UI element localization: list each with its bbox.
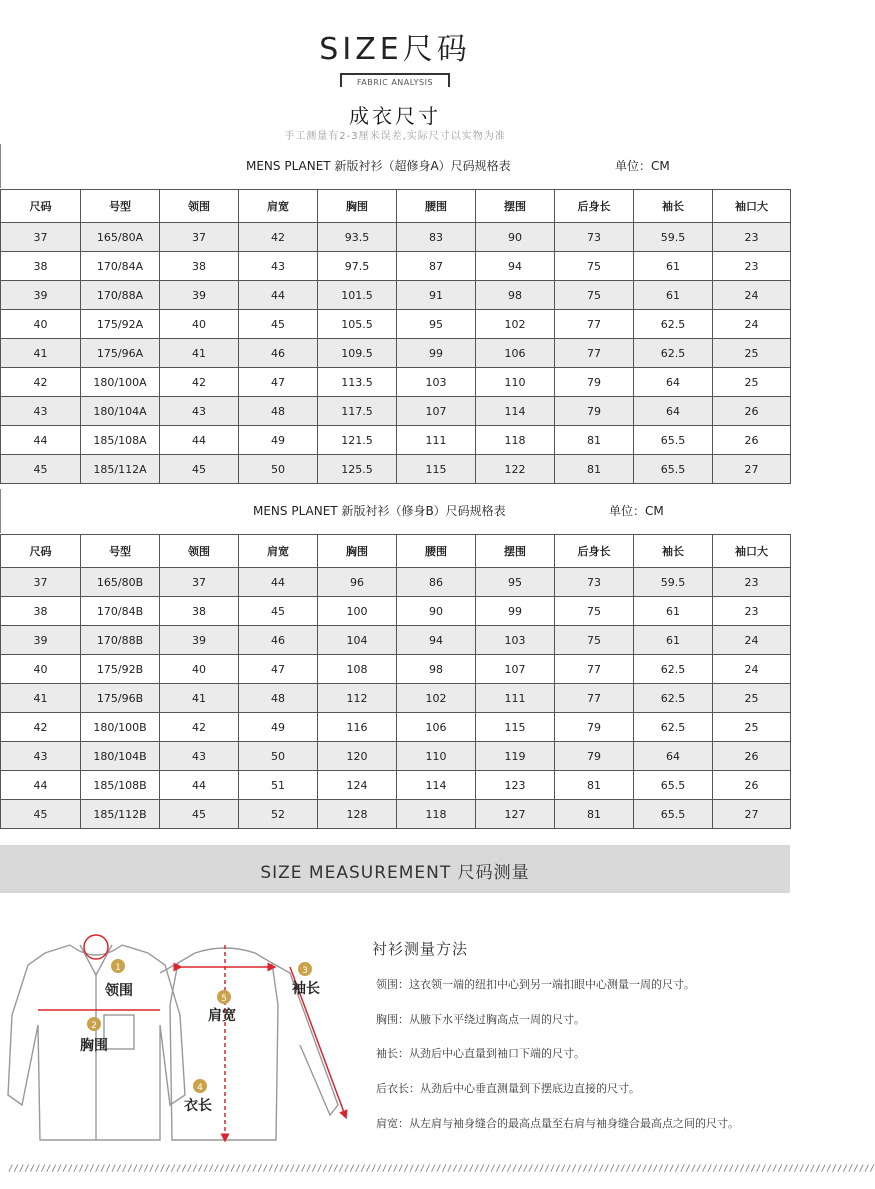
table-cell: 79 [555,397,634,426]
table-cell: 90 [397,597,476,626]
shirt-measurement-diagram [0,905,360,1155]
table-cell: 111 [476,684,555,713]
table-cell: 61 [634,626,713,655]
table-cell: 45 [1,800,81,829]
table-cell: 102 [397,684,476,713]
table-cell: 111 [397,426,476,455]
table-cell: 180/100B [81,713,160,742]
table-cell: 23 [713,568,791,597]
column-header: 袖长 [634,190,713,223]
marker-3-label: 3 [302,966,308,976]
table-cell: 91 [397,281,476,310]
table-cell: 180/100A [81,368,160,397]
marker-2-label: 2 [91,1021,97,1031]
table-cell: 175/92A [81,310,160,339]
decorative-dash-divider: //////////////////////////////////////////////////////////////////////////////////////////////////////////////////////////////////////////////////////////////// [8,1164,875,1174]
measurement-sleeve-text: 袖长：从劲后中心直量到袖口下端的尺寸。 [376,1047,585,1060]
table-cell: 99 [476,597,555,626]
table-header-row [1,190,791,223]
table-cell: 105.5 [318,310,397,339]
table-cell: 81 [555,800,634,829]
table-cell: 122 [476,455,555,484]
table-cell: 48 [239,684,318,713]
table-b-caption [0,489,790,533]
measurement-banner-text: SIZE MEASUREMENT 尺码测量 [260,863,530,883]
column-header: 腰围 [397,190,476,223]
table-cell: 24 [713,626,791,655]
table-cell: 117.5 [318,397,397,426]
table-cell: 59.5 [634,568,713,597]
table-cell: 43 [1,397,81,426]
table-cell: 45 [1,455,81,484]
table-cell: 118 [476,426,555,455]
table-cell: 38 [160,597,239,626]
table-cell: 23 [713,223,791,252]
table-cell: 97.5 [318,252,397,281]
table-cell: 40 [1,655,81,684]
table-cell: 49 [239,426,318,455]
column-header: 尺码 [1,190,81,223]
table-cell: 41 [1,339,81,368]
section-heading: 成衣尺寸 [349,104,441,128]
table-cell: 170/88A [81,281,160,310]
table-cell: 40 [160,310,239,339]
table-cell: 23 [713,252,791,281]
table-row [1,455,791,484]
table-cell: 94 [476,252,555,281]
table-cell: 75 [555,626,634,655]
table-cell: 107 [476,655,555,684]
table-cell: 110 [397,742,476,771]
table-cell: 106 [397,713,476,742]
table-cell: 98 [476,281,555,310]
table-row [1,426,791,455]
table-cell: 62.5 [634,684,713,713]
table-cell: 52 [239,800,318,829]
table-cell: 44 [160,426,239,455]
table-cell: 39 [1,626,81,655]
table-cell: 75 [555,281,634,310]
column-header: 摆围 [476,535,555,568]
column-header: 尺码 [1,535,81,568]
table-row [1,339,791,368]
table-cell: 46 [239,339,318,368]
marker-1-label: 1 [115,963,121,973]
table-cell: 64 [634,368,713,397]
table-cell: 64 [634,397,713,426]
table-cell: 175/96B [81,684,160,713]
table-cell: 24 [713,310,791,339]
table-cell: 41 [160,684,239,713]
measurement-note: 手工测量有2-3厘米误差,实际尺寸以实物为准 [284,131,506,142]
column-header: 胸围 [318,535,397,568]
table-cell: 38 [1,252,81,281]
table-cell: 27 [713,455,791,484]
table-cell: 42 [1,368,81,397]
table-cell: 100 [318,597,397,626]
table-cell: 112 [318,684,397,713]
table-cell: 44 [160,771,239,800]
table-cell: 79 [555,368,634,397]
marker-5-label: 5 [221,994,227,1004]
length-label: 衣长 [184,1098,212,1114]
table-cell: 94 [397,626,476,655]
table-cell: 86 [397,568,476,597]
table-cell: 115 [476,713,555,742]
table-cell: 77 [555,655,634,684]
table-cell: 37 [1,568,81,597]
table-row [1,223,791,252]
table-cell: 81 [555,455,634,484]
table-cell: 65.5 [634,426,713,455]
table-row [1,800,791,829]
table-cell: 38 [160,252,239,281]
size-table-a [0,189,791,484]
column-header: 肩宽 [239,535,318,568]
table-b-title: MENS PLANET 新版衬衫（修身B）尺码规格表 [253,504,506,518]
table-cell: 107 [397,397,476,426]
table-cell: 77 [555,339,634,368]
table-cell: 39 [160,626,239,655]
measurement-collar-text: 领围：这衣领一端的纽扣中心到另一端扣眼中心测量一周的尺寸。 [376,978,695,991]
table-cell: 61 [634,281,713,310]
table-cell: 51 [239,771,318,800]
table-row [1,713,791,742]
table-cell: 165/80B [81,568,160,597]
size-table-b [0,534,791,829]
table-cell: 62.5 [634,339,713,368]
table-cell: 49 [239,713,318,742]
table-cell: 73 [555,223,634,252]
column-header: 后身长 [555,190,634,223]
table-row [1,655,791,684]
table-cell: 24 [713,655,791,684]
table-cell: 170/84A [81,252,160,281]
table-cell: 39 [160,281,239,310]
table-cell: 87 [397,252,476,281]
table-cell: 108 [318,655,397,684]
table-cell: 98 [397,655,476,684]
chest-label: 胸围 [80,1038,108,1054]
table-cell: 42 [1,713,81,742]
table-cell: 43 [1,742,81,771]
table-cell: 77 [555,684,634,713]
table-row [1,771,791,800]
column-header: 腰围 [397,535,476,568]
measurement-length-text: 后衣长：从劲后中心垂直测量到下摆底边直接的尺寸。 [376,1082,640,1095]
table-cell: 119 [476,742,555,771]
table-row [1,368,791,397]
table-cell: 123 [476,771,555,800]
table-cell: 77 [555,310,634,339]
table-cell: 116 [318,713,397,742]
table-cell: 101.5 [318,281,397,310]
table-cell: 103 [476,626,555,655]
table-cell: 185/108B [81,771,160,800]
column-header: 领围 [160,190,239,223]
page-title: SIZE尺码 [319,32,471,67]
table-cell: 65.5 [634,771,713,800]
subtitle-text: FABRIC ANALYSIS [356,78,434,87]
column-header: 胸围 [318,190,397,223]
table-a-unit: 单位：CM [615,159,670,173]
table-cell: 180/104B [81,742,160,771]
column-header: 后身长 [555,535,634,568]
table-cell: 44 [1,771,81,800]
table-cell: 93.5 [318,223,397,252]
column-header: 号型 [81,535,160,568]
table-cell: 25 [713,339,791,368]
table-cell: 45 [239,310,318,339]
table-cell: 39 [1,281,81,310]
measurement-shoulder-text: 肩宽：从左肩与袖身缝合的最高点量至右肩与袖身缝合最高点之间的尺寸。 [376,1117,739,1130]
table-cell: 45 [160,455,239,484]
table-cell: 62.5 [634,655,713,684]
column-header: 号型 [81,190,160,223]
table-cell: 118 [397,800,476,829]
table-cell: 73 [555,568,634,597]
table-cell: 96 [318,568,397,597]
shoulder-label: 肩宽 [208,1008,236,1024]
table-cell: 26 [713,426,791,455]
table-cell: 114 [476,397,555,426]
table-a-caption [0,144,790,188]
column-header: 袖长 [634,535,713,568]
table-cell: 121.5 [318,426,397,455]
table-cell: 26 [713,742,791,771]
measurement-title: 衬衫测量方法 [372,940,469,958]
table-cell: 40 [160,655,239,684]
table-cell: 103 [397,368,476,397]
table-row [1,597,791,626]
table-cell: 102 [476,310,555,339]
column-header: 领围 [160,535,239,568]
table-cell: 24 [713,281,791,310]
table-cell: 47 [239,655,318,684]
table-cell: 37 [1,223,81,252]
column-header: 摆围 [476,190,555,223]
table-cell: 26 [713,771,791,800]
table-cell: 25 [713,368,791,397]
table-cell: 124 [318,771,397,800]
column-header: 袖口大 [713,535,791,568]
table-cell: 59.5 [634,223,713,252]
table-cell: 128 [318,800,397,829]
table-cell: 47 [239,368,318,397]
table-cell: 165/80A [81,223,160,252]
table-cell: 81 [555,426,634,455]
table-cell: 61 [634,597,713,626]
column-header: 肩宽 [239,190,318,223]
table-cell: 175/92B [81,655,160,684]
table-cell: 27 [713,800,791,829]
table-cell: 23 [713,597,791,626]
table-cell: 114 [397,771,476,800]
table-cell: 185/112B [81,800,160,829]
table-cell: 42 [160,368,239,397]
table-cell: 42 [239,223,318,252]
table-cell: 79 [555,713,634,742]
table-cell: 185/112A [81,455,160,484]
sleeve-label: 袖长 [292,981,320,997]
table-cell: 95 [476,568,555,597]
table-cell: 125.5 [318,455,397,484]
table-cell: 43 [160,397,239,426]
table-cell: 61 [634,252,713,281]
table-cell: 26 [713,397,791,426]
table-cell: 64 [634,742,713,771]
collar-label: 领围 [105,983,133,999]
table-row [1,742,791,771]
table-cell: 44 [239,281,318,310]
table-cell: 83 [397,223,476,252]
table-cell: 43 [239,252,318,281]
table-cell: 120 [318,742,397,771]
table-cell: 81 [555,771,634,800]
table-cell: 50 [239,742,318,771]
table-row [1,568,791,597]
table-row [1,684,791,713]
table-cell: 37 [160,568,239,597]
table-cell: 62.5 [634,713,713,742]
table-cell: 127 [476,800,555,829]
table-header-row [1,535,791,568]
table-cell: 65.5 [634,800,713,829]
table-cell: 185/108A [81,426,160,455]
table-cell: 46 [239,626,318,655]
table-cell: 170/88B [81,626,160,655]
table-cell: 106 [476,339,555,368]
table-cell: 40 [1,310,81,339]
table-cell: 113.5 [318,368,397,397]
table-cell: 45 [239,597,318,626]
table-row [1,310,791,339]
measurement-chest-text: 胸围：从腋下水平绕过胸高点一周的尺寸。 [376,1013,585,1026]
subtitle-bracket [340,73,450,93]
table-cell: 45 [160,800,239,829]
table-cell: 109.5 [318,339,397,368]
table-cell: 44 [1,426,81,455]
table-row [1,281,791,310]
table-cell: 170/84B [81,597,160,626]
table-cell: 44 [239,568,318,597]
table-cell: 48 [239,397,318,426]
table-cell: 65.5 [634,455,713,484]
table-cell: 115 [397,455,476,484]
table-cell: 95 [397,310,476,339]
table-a-title: MENS PLANET 新版衬衫（超修身A）尺码规格表 [246,159,511,173]
table-cell: 99 [397,339,476,368]
table-cell: 42 [160,713,239,742]
table-cell: 38 [1,597,81,626]
table-row [1,252,791,281]
table-cell: 175/96A [81,339,160,368]
measurement-banner [0,845,790,893]
table-b-unit: 单位：CM [609,504,664,518]
table-cell: 50 [239,455,318,484]
table-cell: 62.5 [634,310,713,339]
table-cell: 79 [555,742,634,771]
table-cell: 180/104A [81,397,160,426]
table-cell: 110 [476,368,555,397]
table-cell: 104 [318,626,397,655]
table-cell: 75 [555,597,634,626]
table-cell: 37 [160,223,239,252]
table-cell: 43 [160,742,239,771]
table-cell: 90 [476,223,555,252]
table-cell: 25 [713,684,791,713]
table-cell: 41 [1,684,81,713]
table-cell: 25 [713,713,791,742]
table-cell: 41 [160,339,239,368]
table-row [1,626,791,655]
column-header: 袖口大 [713,190,791,223]
table-row [1,397,791,426]
marker-4-label: 4 [197,1083,203,1093]
table-cell: 75 [555,252,634,281]
